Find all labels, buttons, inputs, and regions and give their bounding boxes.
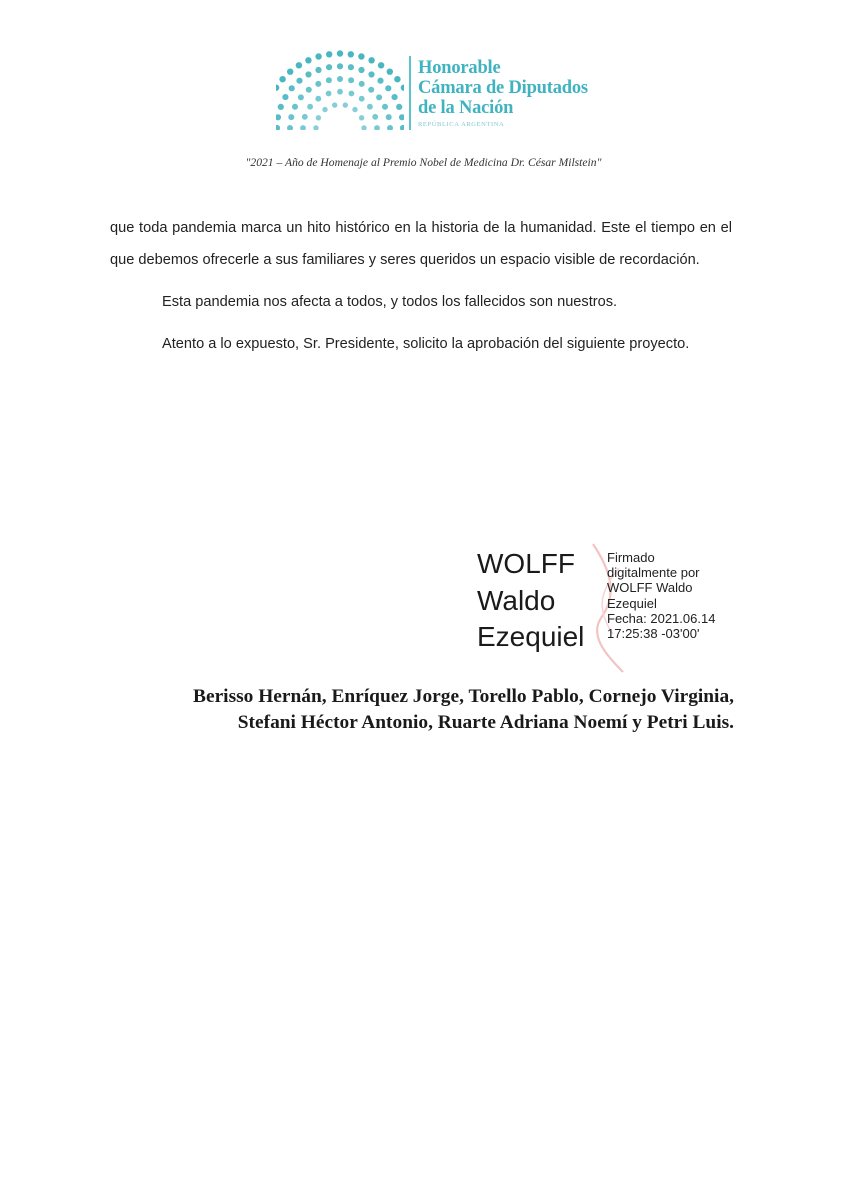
logo-dot [396, 104, 402, 110]
logo-dot [326, 51, 332, 57]
coauthors-line-2: Stefani Héctor Antonio, Ruarte Adriana Noemí y Petri Luis. [237, 712, 734, 733]
logo-dot [282, 94, 288, 100]
logo-dot [302, 114, 308, 120]
logo-dot [368, 57, 374, 63]
logo-dot [387, 69, 393, 75]
logo-dot [358, 67, 364, 73]
logo-dot [337, 89, 343, 95]
body-text [110, 212, 732, 360]
logo-dot [307, 104, 313, 110]
logo-dot [326, 91, 332, 97]
logo-dot [387, 125, 393, 130]
logo-dot [348, 77, 354, 83]
signature-detail-line: Firmado [607, 550, 655, 565]
logo-dot [400, 125, 404, 130]
chamber-name-line-1: Honorable [418, 58, 501, 78]
coauthors [100, 684, 734, 736]
logo-dot [374, 125, 380, 130]
digital-signature [477, 538, 747, 678]
signature-detail-line: WOLFF Waldo [607, 580, 693, 596]
signature-detail-line: Ezequiel [607, 595, 657, 611]
logo-dot [278, 104, 284, 110]
logo-dot [401, 85, 404, 91]
signature-detail-line: digitalmente por [607, 565, 700, 581]
signer-name-line-1: WOLFF [477, 548, 575, 579]
logo-dot [337, 50, 343, 56]
signature-details [607, 550, 715, 641]
logo-dot [372, 114, 378, 120]
logo-dot [382, 104, 388, 110]
logo-dot [359, 115, 364, 120]
logo-dot [377, 78, 383, 84]
coauthors-line-1: Berisso Hernán, Enríquez Jorge, Torello Pablo, Cornejo Virginia, [193, 686, 734, 707]
logo-dot [289, 85, 295, 91]
logo-dot [288, 114, 294, 120]
year-motto: "2021 – Año de Homenaje al Premio Nobel de Medicina Dr. César Milstein" [245, 156, 602, 169]
logo-dot [298, 94, 304, 100]
logo-dot [361, 125, 366, 130]
logo-dot [306, 87, 312, 93]
logo-dot [326, 77, 332, 83]
chamber-logo-icon [276, 44, 404, 130]
logo-dot [349, 91, 355, 97]
logo-dot [359, 96, 365, 102]
logo-divider [409, 56, 411, 130]
logo-dot [287, 125, 293, 130]
logo-dot [326, 64, 332, 70]
logo-dot [394, 76, 400, 82]
logo-dot [343, 102, 348, 107]
logo-dot [386, 114, 392, 120]
logo-dot [368, 87, 374, 93]
signer-name-line-3: Ezequiel [477, 621, 585, 652]
logo-dot [359, 81, 365, 87]
logo-dot [296, 78, 302, 84]
logo-dot [300, 125, 306, 130]
signature-time-line: 17:25:38 -03'00' [607, 626, 700, 642]
logo-dot [348, 64, 354, 70]
logo-dot [337, 63, 343, 69]
logo-dot [316, 115, 321, 120]
logo-dot [276, 125, 280, 130]
paragraph-continuation: que toda pandemia marca un hito histórico en la historia de la humanidad. Este el tiempo en el que debemos ofrecerle a sus familiares y seres queridos un espacio visible de recordación. [110, 220, 732, 268]
logo-dot [315, 53, 321, 59]
logo-dot [292, 104, 298, 110]
logo-dot [315, 67, 321, 73]
logo-dot [392, 94, 398, 100]
signer-name [477, 546, 584, 656]
logo-dot [332, 102, 337, 107]
paragraph-request: Atento a lo expuesto, Sr. Presidente, solicito la aprobación del siguiente proyecto. [162, 336, 690, 352]
chamber-name [418, 58, 588, 130]
chamber-name-line-2: Cámara de Diputados [418, 78, 588, 98]
logo-dot [352, 107, 357, 112]
logo-dot [315, 96, 321, 102]
logo-dot [315, 81, 321, 87]
logo-dot [296, 62, 302, 68]
logo-dot [368, 71, 374, 77]
logo-dot [385, 85, 391, 91]
logo-dot [276, 114, 281, 120]
chamber-name-line-3: de la Nación [418, 98, 514, 118]
logo-dot [399, 114, 404, 120]
logo-dot [322, 107, 327, 112]
logo-dot [358, 53, 364, 59]
signer-name-line-2: Waldo [477, 584, 556, 616]
logo-dot [348, 51, 354, 57]
logo-dot [279, 76, 285, 82]
logo-dot [378, 62, 384, 68]
logo-dot [367, 104, 373, 110]
logo-dot [276, 85, 279, 91]
logo-dot [337, 76, 343, 82]
logo-dot [287, 69, 293, 75]
logo-dot [313, 125, 318, 130]
signature-date-line: Fecha: 2021.06.14 [607, 610, 716, 626]
logo-dot [305, 57, 311, 63]
country-subtitle: REPÚBLICA ARGENTINA [418, 121, 505, 128]
paragraph-pandemic: Esta pandemia nos afecta a todos, y todos los fallecidos son nuestros. [162, 294, 618, 310]
logo-dot [305, 71, 311, 77]
logo-dot [376, 94, 382, 100]
